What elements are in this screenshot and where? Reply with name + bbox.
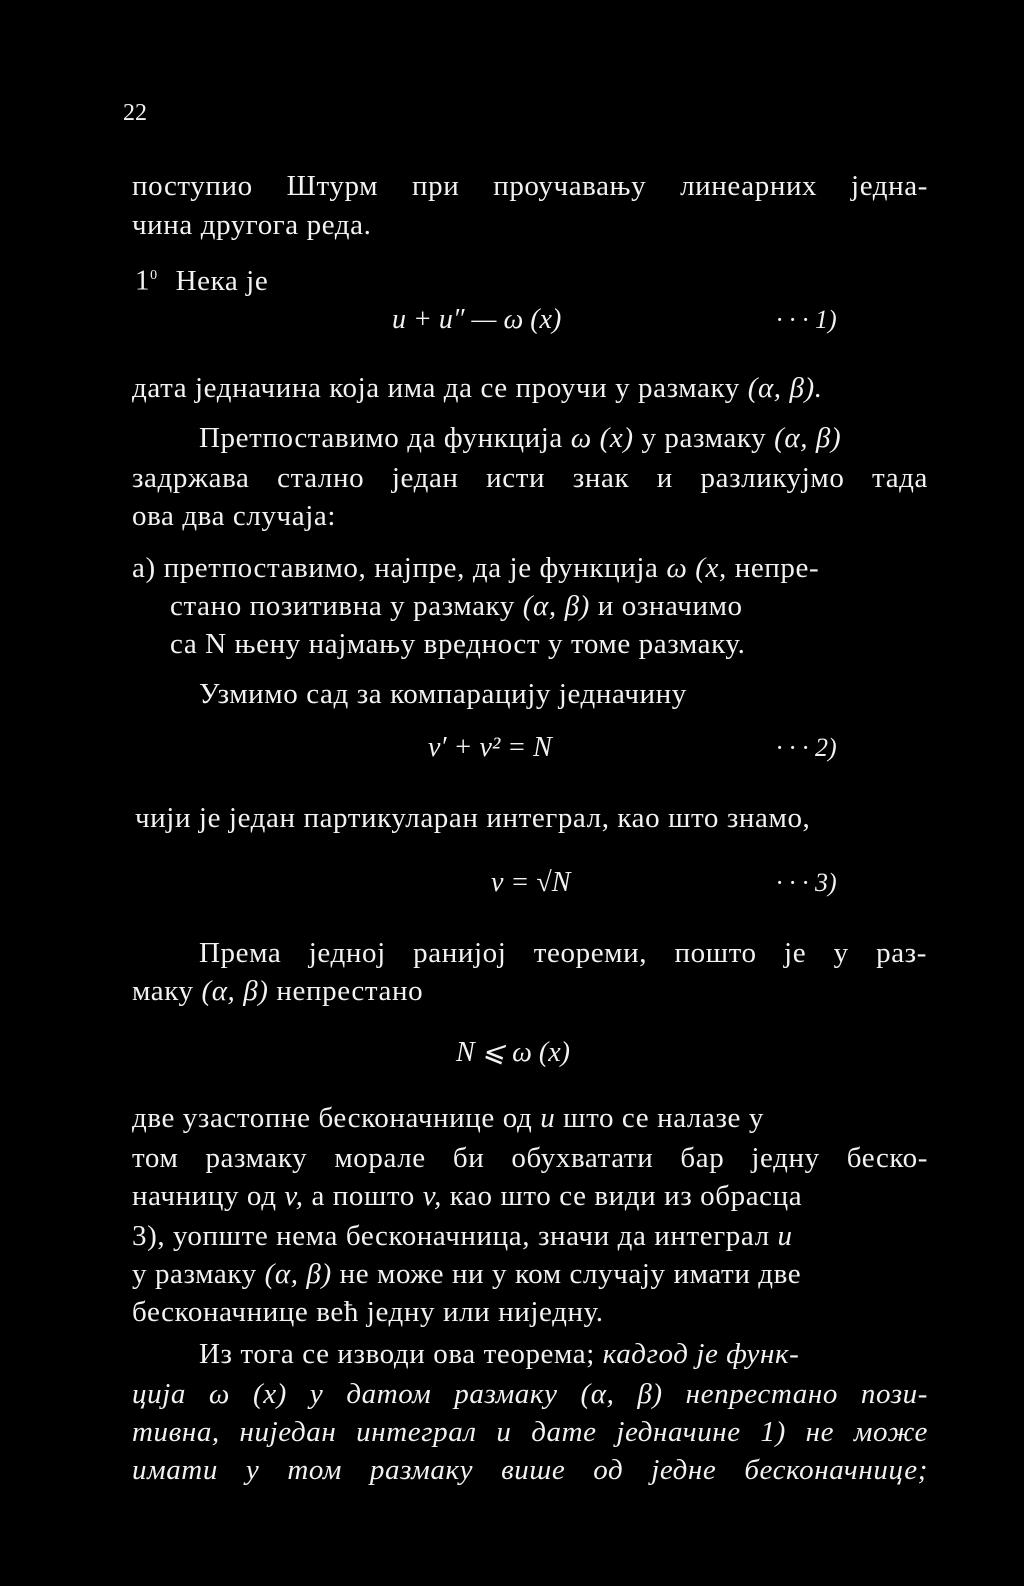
theorem-line-3: имати у том размаку више од једне бесконачнице; bbox=[132, 1454, 928, 1486]
item-marker-sup: 0 bbox=[150, 268, 158, 283]
text-line-20: Из тога се изводи ова теорема; кадгод је функ- bbox=[199, 1338, 800, 1370]
text-line-5: задржава стално један исти знак и разликујмо тада bbox=[132, 462, 928, 494]
equation-2-number: · · · 2) bbox=[776, 733, 837, 762]
interval: (α, β) bbox=[264, 1258, 332, 1290]
text-line-8: стано позитивна у размаку (α, β) и означимо bbox=[170, 590, 743, 622]
theorem-line-1: ција ω (x) у датом размаку (α, β) непрестано пози- bbox=[132, 1378, 928, 1410]
item-line-1 bbox=[135, 258, 268, 299]
equation-1: u + u″ — ω (x) bbox=[392, 304, 562, 335]
item-text: Нека је bbox=[175, 264, 269, 297]
text-line-9: са N њену најмању вредност у томе размаку. bbox=[170, 628, 746, 660]
equation-3: v = √N bbox=[491, 867, 571, 898]
text-line-17: 3), уопште нема бесконачница, значи да интеграл u bbox=[132, 1220, 793, 1252]
text-line-10: Узмимо сад за компарацију једначину bbox=[199, 678, 687, 710]
text-line-2: чина другога реда. bbox=[132, 209, 372, 241]
text-line-12: Према једној ранијој теореми, пошто је у раз- bbox=[199, 937, 927, 969]
text-line-11: чији је један партикуларан интеграл, као што знамо, bbox=[135, 802, 811, 834]
var-u: u bbox=[540, 1102, 556, 1134]
text-line-13: маку (α, β) непрестано bbox=[132, 975, 424, 1007]
omega-x: ω (x, bbox=[666, 552, 727, 584]
inequality: N ⩽ ω (x) bbox=[456, 1037, 570, 1068]
var-v: v, bbox=[284, 1180, 304, 1212]
text-line-18: у размаку (α, β) не може ни у ком случају имати две bbox=[132, 1258, 802, 1290]
equation-3-number: · · · 3) bbox=[776, 868, 837, 897]
theorem-line-2: тивна, ниједан интеграл u дате једначине 1) не може bbox=[132, 1416, 928, 1448]
text-line-14: две узастопне бесконачнице од u што се налазе у bbox=[132, 1102, 764, 1134]
text-line-19: бесконачнице већ једну или ниједну. bbox=[132, 1296, 604, 1328]
equation-1-number: · · · 1) bbox=[776, 305, 837, 334]
interval: (α, β). bbox=[747, 372, 823, 404]
var-v: v, bbox=[422, 1180, 442, 1212]
omega-x: ω (x) bbox=[570, 422, 634, 454]
interval: (α, β) bbox=[774, 422, 842, 454]
text-line-6: ова два случаја: bbox=[132, 500, 337, 532]
interval: (α, β) bbox=[522, 590, 590, 622]
text-line-1: поступио Штурм при проучавању линеарних једна- bbox=[132, 170, 928, 202]
var-u: u bbox=[777, 1220, 793, 1252]
text-line-4: Претпоставимо да функција ω (x) у размаку (α, β) bbox=[199, 422, 842, 454]
text-line-15: том размаку морале би обухватати бар једну беско- bbox=[132, 1142, 928, 1174]
text-line-16: начницу од v, а пошто v, као што се види из обрасца bbox=[132, 1180, 803, 1212]
equation-2: v′ + v² = N bbox=[428, 732, 552, 763]
item-marker: 1 bbox=[135, 264, 151, 297]
text-line-7: a) претпоставимо, најпре, да је функција ω (x, непре- bbox=[132, 552, 820, 584]
text-line-3: дата једначина која има да се проучи у размаку (α, β). bbox=[132, 372, 823, 404]
page-number: 22 bbox=[123, 100, 147, 126]
interval: (α, β) bbox=[201, 975, 269, 1007]
